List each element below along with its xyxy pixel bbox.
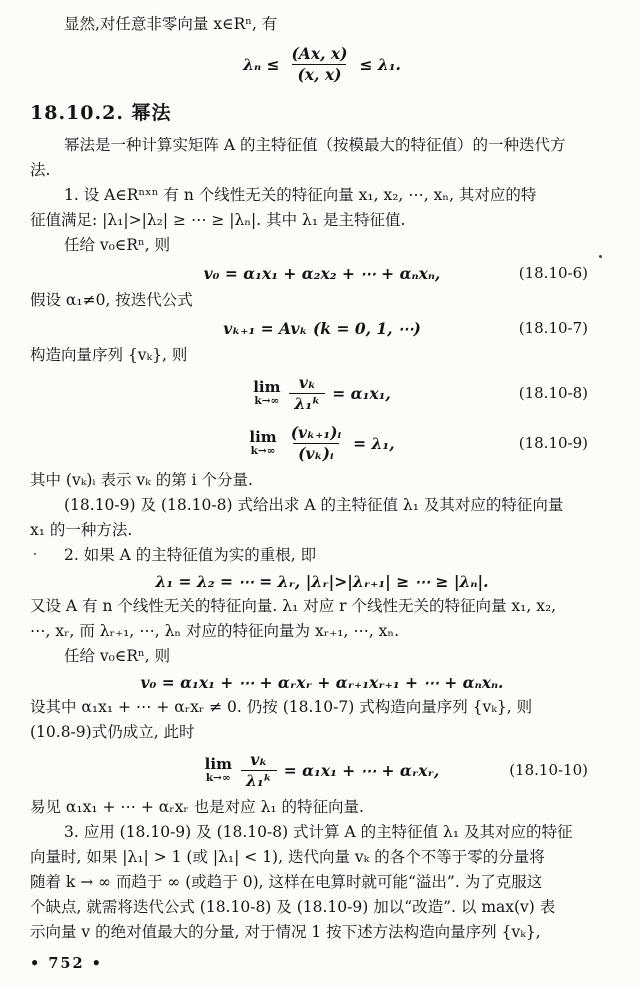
paragraph-line: 2. 如果 A 的主特征值为实的重根, 即 bbox=[64, 546, 317, 564]
fraction-numerator: (vₖ₊₁)ᵢ bbox=[290, 423, 342, 443]
eq-rhs: = λ₁, bbox=[353, 433, 395, 453]
fraction bbox=[286, 44, 352, 84]
paragraph-line: 又设 A 有 n 个线性无关的特征向量. λ₁ 对应 r 个线性无关的特征向量 x₁, x₂, bbox=[30, 597, 557, 615]
equation-number: (18.10-10) bbox=[509, 761, 588, 779]
fraction-denominator: (x, x) bbox=[292, 64, 346, 84]
limit-operator bbox=[253, 377, 281, 407]
paragraph-line: 幂法是一种计算实矩阵 A 的主特征值（按模最大的特征值）的一种迭代方 bbox=[64, 136, 566, 154]
eq-rhs: ≤ λ₁. bbox=[359, 54, 401, 74]
paragraph-line: 向量时, 如果 |λ₁| > 1 (或 |λ₁| < 1), 迭代向量 vₖ 的各个不等于零的分量将 bbox=[30, 848, 545, 866]
eq-lhs: λₙ ≤ bbox=[243, 54, 280, 74]
lim-word: lim bbox=[253, 377, 281, 396]
equation-v0-expansion bbox=[30, 669, 614, 695]
limit-operator bbox=[204, 754, 232, 784]
paragraph-line: 法. bbox=[30, 161, 51, 179]
equation-number: (18.10-7) bbox=[518, 319, 588, 337]
equation-18-10-7 bbox=[30, 313, 614, 343]
fraction-numerator: (Ax, x) bbox=[291, 44, 348, 64]
lim-subscript: k→∞ bbox=[205, 771, 231, 784]
fraction bbox=[241, 750, 277, 790]
paragraph-line: 假设 α₁≠0, 按迭代公式 bbox=[30, 291, 193, 309]
equation-18-10-6 bbox=[30, 258, 614, 288]
fraction bbox=[289, 373, 325, 413]
paragraph-line: 构造向量序列 {vₖ}, 则 bbox=[30, 346, 188, 364]
scan-speckle bbox=[34, 553, 36, 555]
paragraph-line: ⋯, xᵣ, 而 λᵣ₊₁, ⋯, λₙ 对应的特征向量为 xᵣ₊₁, ⋯, xₙ. bbox=[30, 622, 400, 640]
paragraph-line: 3. 应用 (18.10-9) 及 (18.10-8) 式计算 A 的主特征值 λ₁ 及其对应的特征 bbox=[64, 823, 573, 841]
fraction-numerator: vₖ bbox=[250, 750, 268, 770]
fraction-numerator: vₖ bbox=[298, 373, 316, 393]
paragraph-line: 征值满足: |λ₁|>|λ₂| ≥ ⋯ ≥ |λₙ|. 其中 λ₁ 是主特征值. bbox=[30, 211, 406, 229]
fraction-denominator: λ₁ᵏ bbox=[289, 393, 325, 413]
lim-word: lim bbox=[249, 427, 277, 446]
equation-number: (18.10-6) bbox=[518, 264, 588, 282]
paragraph-line: 任给 v₀∈Rⁿ, 则 bbox=[64, 236, 171, 254]
limit-operator bbox=[249, 427, 277, 457]
paragraph-line: (18.10-9) 及 (18.10-8) 式给出求 A 的主特征值 λ₁ 及其对应的特征向量 bbox=[64, 496, 564, 514]
equation-number: (18.10-9) bbox=[518, 434, 588, 452]
paragraph-line: 显然,对任意非零向量 x∈Rⁿ, 有 bbox=[64, 15, 278, 33]
paragraph-line: 1. 设 A∈Rⁿˣⁿ 有 n 个线性无关的特征向量 x₁, x₂, ⋯, xₙ, 其对应的特 bbox=[64, 186, 537, 204]
eq-rhs: = α₁x₁ + ⋯ + αᵣxᵣ, bbox=[283, 760, 440, 780]
fraction-denominator: λ₁ᵏ bbox=[241, 770, 277, 790]
paragraph-line: 示向量 v 的绝对值最大的分量, 对于情况 1 按下述方法构造向量序列 {vₖ}, bbox=[30, 923, 541, 941]
page-content bbox=[30, 12, 614, 945]
equation-number: (18.10-8) bbox=[518, 384, 588, 402]
paragraph-line: 其中 (vₖ)ᵢ 表示 vₖ 的第 i 个分量. bbox=[30, 471, 253, 489]
page-number: • 752 • bbox=[30, 955, 103, 972]
lim-subscript: k→∞ bbox=[250, 444, 276, 457]
lim-word: lim bbox=[204, 754, 232, 773]
eq-expression: vₖ₊₁ = Avₖ (k = 0, 1, ⋯) bbox=[223, 318, 421, 338]
fraction-denominator: (vₖ)ᵢ bbox=[293, 443, 339, 463]
equation-18-10-10 bbox=[30, 745, 614, 795]
paragraph-line: 易见 α₁x₁ + ⋯ + αᵣxᵣ 也是对应 λ₁ 的特征向量. bbox=[30, 798, 364, 816]
equation-repeated-roots bbox=[30, 568, 614, 594]
eq-expression: λ₁ = λ₂ = ⋯ = λᵣ, |λᵣ|>|λᵣ₊₁| ≥ ⋯ ≥ |λₙ|. bbox=[155, 571, 489, 591]
fraction bbox=[286, 423, 346, 463]
lim-subscript: k→∞ bbox=[254, 394, 280, 407]
paragraph-line: 随着 k → ∞ 而趋于 ∞ (或趋于 0), 这样在电算时就可能“溢出”. 为了克服这 bbox=[30, 873, 543, 891]
section-heading: 18.10.2. 幂法 bbox=[30, 102, 172, 124]
scan-speckle bbox=[599, 255, 602, 258]
equation-18-10-8 bbox=[30, 368, 614, 418]
paragraph-line: (10.8-9)式仍成立, 此时 bbox=[30, 723, 195, 741]
eq-expression: v₀ = α₁x₁ + ⋯ + αᵣxᵣ + αᵣ₊₁xᵣ₊₁ + ⋯ + αₙxₙ. bbox=[140, 672, 504, 692]
equation-18-10-9 bbox=[30, 418, 614, 468]
paragraph-line: x₁ 的一种方法. bbox=[30, 521, 133, 539]
paragraph-line: 任给 v₀∈Rⁿ, 则 bbox=[64, 647, 171, 665]
paragraph-line: 设其中 α₁x₁ + ⋯ + αᵣxᵣ ≠ 0. 仍按 (18.10-7) 式构造向量序列 {vₖ}, 则 bbox=[30, 698, 533, 716]
eq-rhs: = α₁x₁, bbox=[332, 383, 391, 403]
paragraph-line: 个缺点, 就需将迭代公式 (18.10-8) 及 (18.10-9) 加以“改造”. 以 max(v) 表 bbox=[30, 898, 556, 916]
eq-expression: v₀ = α₁x₁ + α₂x₂ + ⋯ + αₙxₙ, bbox=[203, 263, 441, 283]
equation-spectral-bounds bbox=[30, 37, 614, 91]
